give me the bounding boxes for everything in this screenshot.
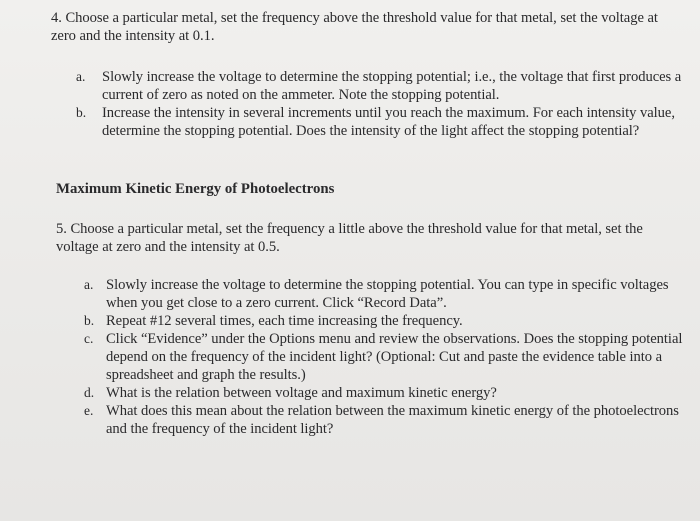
item-letter: e. [84, 403, 94, 418]
list-item-5e [84, 402, 684, 438]
question-5-text: 5. Choose a particular metal, set the frequency a little above the threshold value for that metal, set the voltage at zero and the intensity at 0.5. [56, 221, 643, 255]
item-text: Slowly increase the voltage to determine the stopping potential. You can type in specific voltages when you get close to a zero current. Click “Record Data”. [106, 277, 669, 311]
list-item-5d [84, 384, 684, 402]
question-5-list [84, 276, 684, 438]
item-text: What is the relation between voltage and maximum kinetic energy? [106, 385, 497, 401]
item-letter: b. [76, 105, 87, 120]
item-letter: c. [84, 331, 94, 346]
item-letter: b. [84, 313, 95, 328]
item-text: Click “Evidence” under the Options menu and review the observations. Does the stopping potential depend on the frequency of the incident light? (Optional: Cut and paste the evidence table into a spreadsheet and graph the results.) [106, 331, 683, 383]
question-4-text: 4. Choose a particular metal, set the frequency above the threshold value for that metal, set the voltage at zero and the intensity at 0.1. [51, 10, 658, 44]
list-item-4a [76, 68, 688, 104]
item-letter: a. [76, 69, 86, 84]
list-item-5c [84, 330, 684, 384]
section-heading: Maximum Kinetic Energy of Photoelectrons [56, 181, 335, 197]
list-item-4b [76, 104, 688, 140]
question-4-list [76, 68, 688, 140]
item-text: What does this mean about the relation between the maximum kinetic energy of the photoelectrons and the frequency of the incident light? [106, 403, 679, 437]
list-item-5a [84, 276, 684, 312]
item-letter: a. [84, 277, 94, 292]
item-letter: d. [84, 385, 95, 400]
item-text: Repeat #12 several times, each time increasing the frequency. [106, 313, 463, 329]
list-item-5b [84, 312, 684, 330]
item-text: Slowly increase the voltage to determine the stopping potential; i.e., the voltage that first produces a current of zero as noted on the ammeter. Note the stopping potential. [102, 69, 682, 103]
item-text: Increase the intensity in several increments until you reach the maximum. For each intensity value, determine the stopping potential. Does the intensity of the light affect the stopping potential? [102, 105, 675, 139]
